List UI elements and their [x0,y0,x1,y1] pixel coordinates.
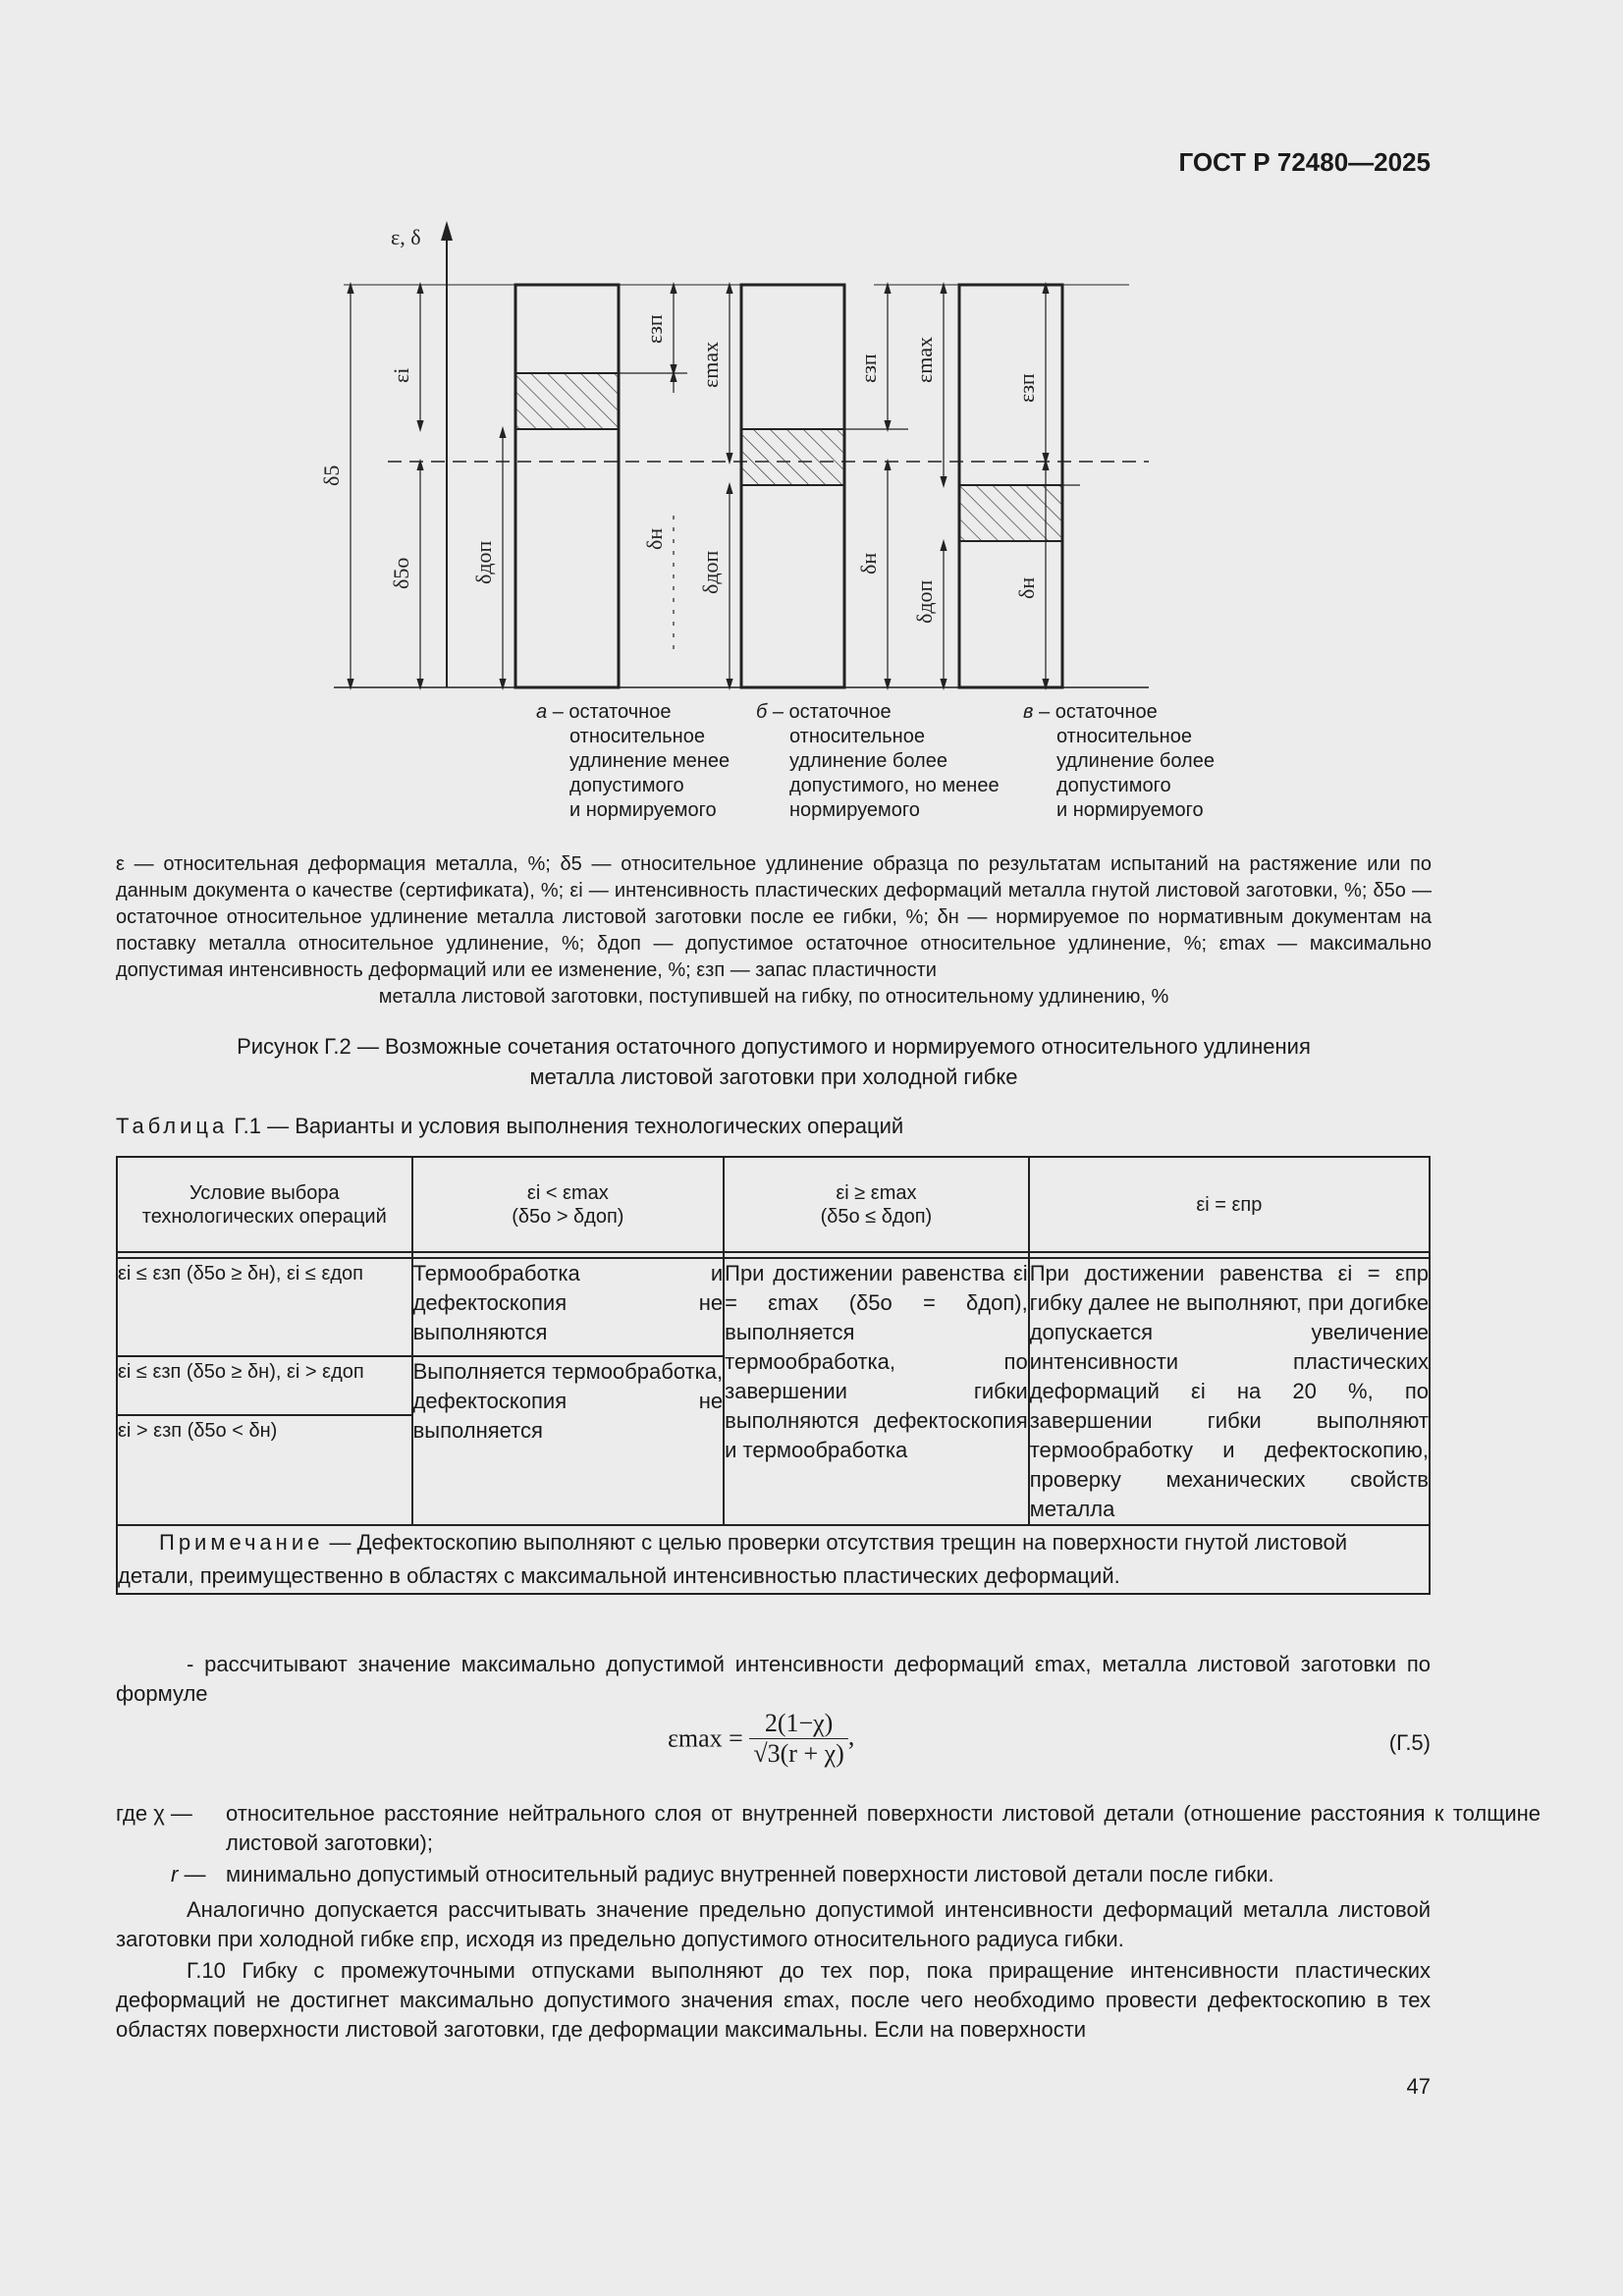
label-ezp-b: εзп [856,354,881,383]
table-note: Примечание — Дефектоскопию выполняют с целью проверки отсутствия трещин на поверхности гнутой листовой детали, преимущественно в областях с максимальной интенсивностью пластических деформаций. [117,1525,1430,1594]
header-less-emax: εi < εmax (δ5o > δдоп) [412,1157,725,1252]
header-condition: Условие выбора технологических операций [117,1157,412,1252]
caption-c: в – остаточное относительное удлинение более допустимого и нормируемого [1023,701,1215,821]
label-dn-c: δн [1014,576,1039,599]
label-dn-b: δн [856,552,881,574]
header-eq-epr: εi = εпр [1029,1157,1430,1252]
paragraph-g10: Г.10 Гибку с промежуточными отпусками выполняют до тех пор, пока приращение интенсивности пластических деформаций не достигнет максимально допустимого значения εmax, после чего необходимо провести дефектоскопию в тех областях поверхности листовой заготовки, где деформации максимальны. Если на поверхности [116,1958,1431,2042]
label-emax-b: εmax [698,341,723,388]
caption-a: а – остаточное относительное удлинение менее допустимого и нормируемого [536,701,730,821]
col-geq-emax: При достижении равенства εi = εmax (δ5o = δдоп), выполняется термообработка, по завершении гибки выполняются дефектоскопия и термообработка [724,1258,1029,1525]
label-d5o: δ5o [389,557,413,589]
label-ei: εi [389,367,413,383]
where-r: r — минимально допустимый относительный радиус внутренней поверхности листовой детали после гибки. [171,1862,1274,1886]
caption-b: б – остаточное относительное удлинение более допустимого, но менее нормируемого [756,701,1000,821]
label-ezp-c: εзп [1014,373,1039,403]
header-geq-emax: εi ≥ εmax (δ5o ≤ δдоп) [724,1157,1029,1252]
label-ezp-a: εзп [642,314,667,344]
label-ddop-a: δдоп [471,540,496,584]
elongation-diagram [295,221,1178,702]
where-chi: где χ — относительное расстояние нейтрального слоя от внутренней поверхности листовой детали (отношение расстояния к толщине листовой заготовки); [116,1801,1541,1855]
col-eq-epr: При достижении равенства εi = εпр гибку далее не выполняют, при догибке допускается увеличение интенсивности пластических деформаций εi на 20 %, по завершении гибки выполняют термообработку и дефектоскопию, проверку механических свойств металла [1029,1258,1430,1525]
label-ddop-b: δдоп [698,550,723,594]
condition-3: εi > εзп (δ5o < δн) [117,1415,412,1525]
row1-less-emax: Термообработка и дефектоскопия не выполняются [412,1258,725,1356]
figure-legend: ε — относительная деформация металла, %; δ5 — относительное удлинение образца по результатам испытаний на растяжение или по данным документа о качестве (сертификата), %; εi — интенсивность пластических деформаций металла гнутой листовой заготовки, %; δ5o — остаточное относительное удлинение металла листовой заготовки после ее гибки, %; δн — нормируемое по нормативным документам на поставку металла относительное удлинение, %; δдоп — допустимое остаточное относительное удлинение, %; εmax — максимально допустимая интенсивность деформаций или ее изменение, %; εзп — запас пластичности металла листовой заготовки, поступившей на гибку, по относительному удлинению, % [116,853,1432,1008]
label-dn-a: δн [642,527,667,550]
column-a [515,285,619,687]
condition-2: εi ≤ εзп (δ5o ≥ δн), εi > εдоп [117,1356,412,1415]
document-id: ГОСТ Р 72480—2025 [1178,147,1431,177]
page-number: 47 [1406,2074,1431,2099]
formula-number: (Г.5) [1388,1730,1431,1755]
row2-less-emax: Выполняется термообработка, дефектоскопия не выполняется [412,1356,725,1525]
formula-g5: εmax = $\frac{2(1-\chi)}{√3(r + \chi)}$ , [668,1709,855,1768]
condition-1: εi ≤ εзп (δ5o ≥ δн), εi ≤ εдоп [117,1258,412,1356]
label-d5: δ5 [319,465,344,486]
paragraph-epr: Аналогично допускается рассчитывать значение предельно допустимой интенсивности деформаций металла листовой заготовки при холодной гибке εпр, исходя из предельно допустимого относительного радиуса гибки. [116,1897,1431,1951]
label-emax-c: εmax [912,336,937,383]
table-title: Таблица Г.1 — Варианты и условия выполнения технологических операций [116,1114,904,1138]
figure-title: Рисунок Г.2 — Возможные сочетания остаточного допустимого и нормируемого относительного удлинения металла листовой заготовки при холодной гибке [237,1034,1311,1089]
operations-table [116,1156,1431,1595]
axis-label: ε, δ [391,225,421,249]
paragraph-formula-intro: - рассчитывают значение максимально допустимой интенсивности деформаций εmax, металла листовой заготовки по формуле [116,1652,1431,1706]
label-ddop-c: δдоп [912,579,937,624]
